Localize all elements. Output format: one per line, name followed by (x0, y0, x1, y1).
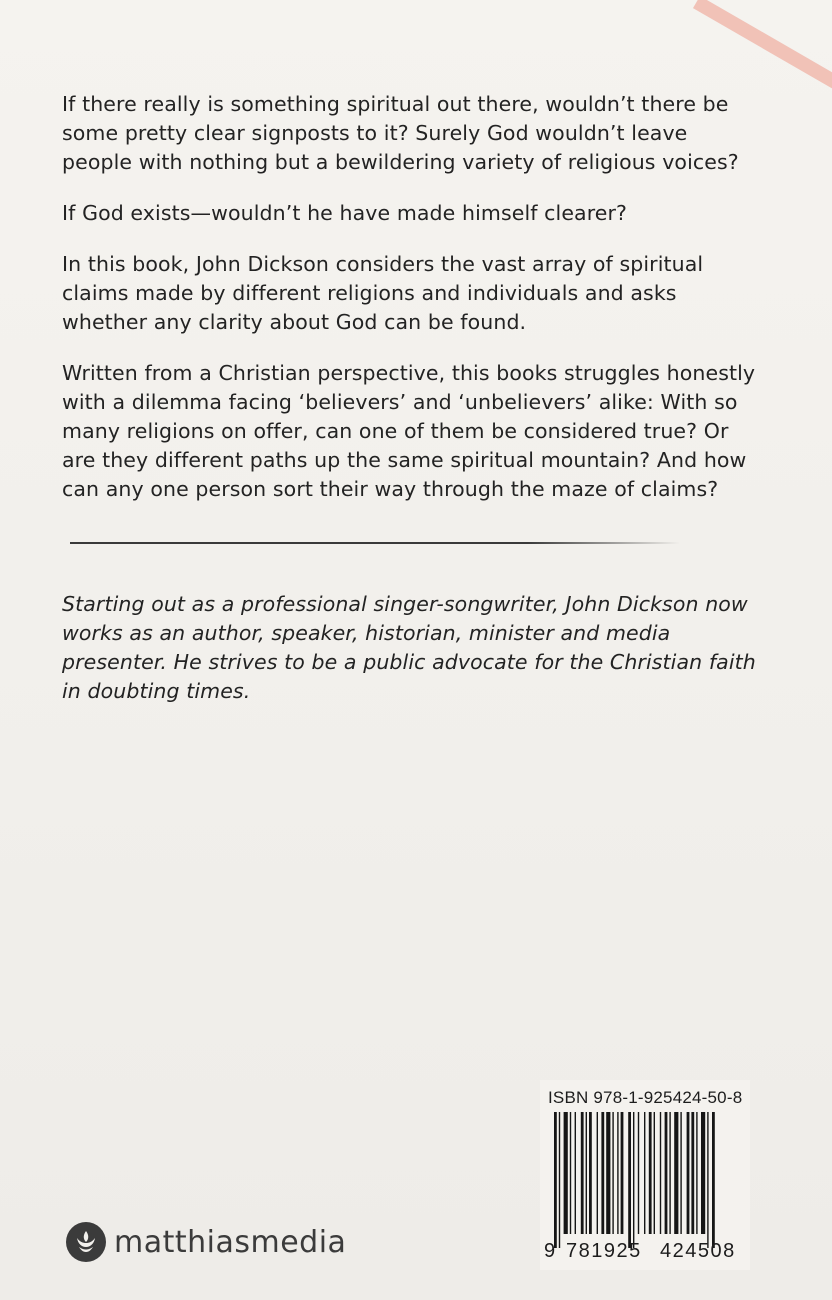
barcode-bar (554, 1112, 557, 1248)
barcode-bar (589, 1112, 592, 1234)
barcode-bar (707, 1112, 708, 1248)
barcode-bar (644, 1112, 645, 1234)
barcode-bar (575, 1112, 576, 1234)
barcode-bar (621, 1112, 624, 1234)
barcode-bar (687, 1112, 690, 1234)
barcode-bar (597, 1112, 598, 1234)
barcode-bar (617, 1112, 618, 1234)
barcode-bar (701, 1112, 705, 1234)
barcode-digits-group1: 781925 (566, 1240, 642, 1262)
isbn-label: ISBN 978-1-925424-50-8 (548, 1088, 743, 1107)
barcode-bar (691, 1112, 694, 1234)
barcode-bar (669, 1112, 670, 1234)
blurb-paragraph-4: Written from a Christian perspective, this books struggles honestly with a dilemma facing ‘believers’ and ‘unbelievers’ alike: With so many religions on offer, can one of them be considered true? Or are they different paths up the same spiritual mountain? And how can any one person sort their way through the maze of claims? (62, 361, 756, 501)
publisher-name-part2: media (250, 1224, 347, 1260)
barcode-bar (570, 1112, 571, 1234)
barcode-bar (601, 1112, 604, 1234)
barcode-digit-first: 9 (544, 1240, 557, 1262)
barcode-bars (546, 1112, 746, 1248)
section-divider (70, 542, 680, 544)
leaf-icon (66, 1222, 106, 1262)
blurb-paragraph-1: If there really is something spiritual out there, wouldn’t there be some pretty clear signposts to it? Surely God wouldn’t leave people with nothing but a bewildering variety of religious voices? (62, 92, 739, 174)
blurb (62, 90, 762, 526)
barcode-digits-group2: 424508 (660, 1240, 736, 1262)
barcode-bar (660, 1112, 661, 1234)
barcode-bar (586, 1112, 587, 1234)
publisher-name (114, 1225, 346, 1260)
barcode-bar (696, 1112, 697, 1234)
barcode-bar (649, 1112, 652, 1234)
barcode-bar (654, 1112, 655, 1234)
barcode-bar (612, 1112, 613, 1234)
barcode-bar (665, 1112, 668, 1234)
publisher-logo (66, 1222, 346, 1262)
blurb-paragraph-2: If God exists—wouldn’t he have made himself clearer? (62, 201, 628, 225)
barcode-bar (674, 1112, 678, 1234)
barcode-bar (638, 1112, 639, 1234)
barcode-bar (606, 1112, 610, 1234)
blurb-paragraph-3: In this book, John Dickson considers the vast array of spiritual claims made by different religions and individuals and asks whether any clarity about God can be found. (62, 252, 704, 334)
barcode-bar (564, 1112, 568, 1234)
publisher-name-part1: matthias (114, 1224, 251, 1260)
barcode-bar (581, 1112, 584, 1234)
barcode-bar (680, 1112, 681, 1234)
barcode-bar (633, 1112, 634, 1248)
barcode-bar (712, 1112, 715, 1248)
barcode-bar (559, 1112, 560, 1248)
barcode-bar (628, 1112, 631, 1248)
author-bio: Starting out as a professional singer-songwriter, John Dickson now works as an author, speaker, historian, minister and media presenter. He strives to be a public advocate for the Christian faith in doubting times. (62, 592, 756, 703)
